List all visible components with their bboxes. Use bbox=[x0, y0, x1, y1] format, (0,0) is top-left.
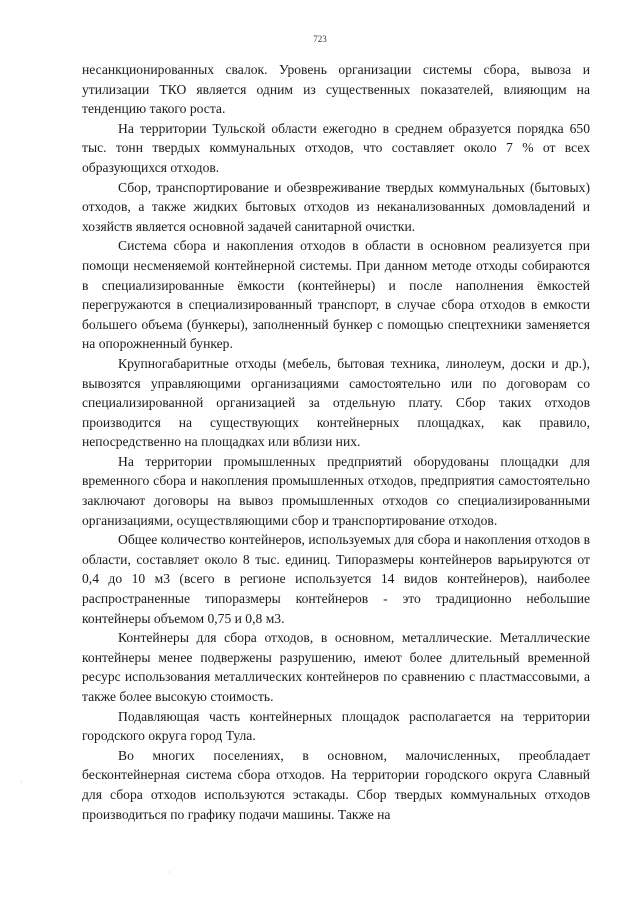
paragraph-3: Сбор, транспортирование и обезвреживание твердых коммунальных (бытовых) отходов, а также жидких бытовых отходов из неканализованных домовладений и хозяйств является основной задачей санитарной очистки. bbox=[82, 179, 590, 234]
paragraph-7: Общее количество контейнеров, используемых для сбора и накопления отходов в области, составляет около 8 тыс. единиц. Типоразмеры контейнеров варьируются от 0,4 до 10 м3 (всего в регионе используется 14 видов контейнеров), наиболее распространенные типоразмеры контейнеров - это традиционно небольшие контейнеры объемом 0,75 и 0,8 м3. bbox=[82, 532, 590, 626]
body-text bbox=[82, 60, 590, 824]
page-number: 723 bbox=[313, 34, 327, 44]
paragraph-8: Контейнеры для сбора отходов, в основном, металлические. Металлические контейнеры менее подвержены разрушению, имеют более длительный временной ресурс использования металлических контейнеров по сравнению с пластмассовыми, а также более высокую стоимость. bbox=[82, 630, 590, 704]
paragraph-9: Подавляющая часть контейнерных площадок располагается на территории городского округа город Тула. bbox=[82, 708, 590, 744]
paragraph-6: На территории промышленных предприятий оборудованы площадки для временного сбора и накопления промышленных отходов, предприятия самостоятельно заключают договоры на вывоз промышленных отходов со специализированными организациями, осуществляющими сбор и транспортирование отходов. bbox=[82, 453, 590, 528]
paragraph-2: На территории Тульской области ежегодно в среднем образуется порядка 650 тыс. тонн твердых коммунальных отходов, что составляет около 7 % от всех образующихся отходов. bbox=[82, 120, 590, 175]
paragraph-1: несанкционированных свалок. Уровень организации системы сбора, вывоза и утилизации ТКО является одним из существенных показателей, влияющим на тенденцию такого роста. bbox=[82, 62, 590, 117]
paragraph-4: Система сбора и накопления отходов в области в основном реализуется при помощи несменяемой контейнерной системы. При данном методе отходы собираются в специализированные ёмкости (контейнеры) и после наполнения ёмкостей перегружаются в специализированный транспорт, в случае сбора отходов в емкости большего объема (бункеры), заполненный бункер с помощью спецтехники заменяется на опорожненный бункер. bbox=[82, 238, 590, 352]
paragraph-5: Крупногабаритные отходы (мебель, бытовая техника, линолеум, доски и др.), вывозятся управляющими организациями самостоятельно или по договорам со специализированной организацией за отдельную плату. Сбор таких отходов производится на существующих контейнерных площадках, как правило, непосредственно на площадках или вблизи них. bbox=[82, 355, 590, 450]
scan-speck: · bbox=[168, 868, 171, 877]
paragraph-10: Во многих поселениях, в основном, малочисленных, преобладает бесконтейнерная система сбора отходов. На территории городского округа Славный для сбора отходов используются эстакады. Сбор твердых коммунальных отходов производиться по графику подачи машины. Также на bbox=[82, 747, 590, 822]
scan-speck: · bbox=[20, 778, 23, 787]
